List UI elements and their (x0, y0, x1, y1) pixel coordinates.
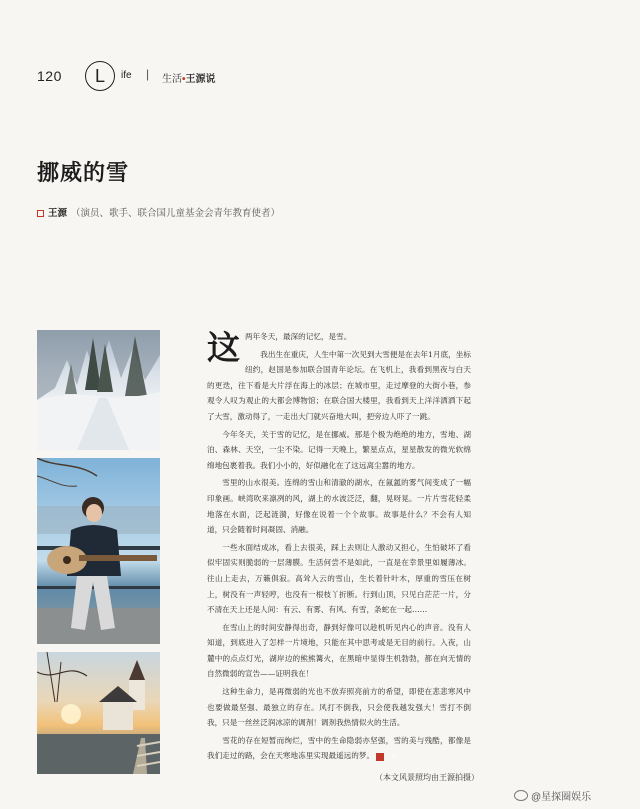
breadcrumb-dot: • (182, 74, 186, 85)
article-paragraph: 一些水面结成冰，看上去很美，踩上去则让人激动又担心，生怕破坏了看似牢固实则脆弱的一层薄膜。生活何尝不是如此，一直是在幸景里如履薄冰。往山上走去，万籁俱寂。高耸入云的雪山，生长着针叶木，厚重的雪压在树上，树没有一声轻哼，也没有一根枝丫折断。行到山顶，只见白茫茫一片，分不清在天上还是人间：有云、有雾、有风、有雪，条蛇在一起…… (207, 542, 471, 615)
article-paragraph: 今年冬天，关于雪的记忆，是在挪威。那是个极为绝绝的地方，雪地、湖泊、森林、天空，一尘不染。记得一天晚上，繁星点点，星星散发的微光软绵绵地包裹着我。我们小小的，好似融化在了这远离尘嚣的地方。 (207, 429, 471, 470)
end-mark-icon: G (376, 753, 384, 761)
guitar-player-photo (37, 458, 160, 644)
drop-cap: 这 (207, 328, 240, 367)
article-title: 挪威的雪 (37, 160, 130, 186)
article-paragraph (207, 733, 471, 764)
guitar-player-illustration (37, 458, 160, 644)
page-number: 120 (37, 68, 62, 84)
paragraph-text: 两年冬天，最深的记忆，是雪。 (245, 332, 352, 341)
byline-square-icon (37, 210, 44, 217)
church-sunset-illustration (37, 652, 160, 774)
article-paragraph: 在雪山上的时间安静得出奇，静到好像可以趁机听见内心的声音。没有人知道，到底进入了怎样一片境地，只能在其中思考或是无目的前行。入夜，山麓中的点点灯光，湖岸边的熊熊篝火，在黑暗中显得生机勃勃，都在向无情的自然微弱的宣告——证明我在！ (207, 622, 471, 679)
paragraph-text: 雪花的存在短暂而绚烂，雪中的生命隐弱亦坚强，雪的美与残酷，都像是我们走过的路，会在天寒地冻里实现最遥远的梦。 (207, 735, 471, 761)
author-description: （演员、歌手、联合国儿童基金会青年教育使者） (71, 208, 281, 219)
life-logo-icon (85, 61, 115, 91)
article-paragraph (207, 328, 471, 367)
section-breadcrumb (162, 70, 216, 85)
section-label: 生活 (162, 74, 182, 85)
article-paragraph: 我出生在重庆，人生中第一次见到大雪便是在去年1月底，坐标纽约，赵国是参加联合国青年论坛。在飞机上，我看到黑夜与白天的更迭，往下看是大片浮在海上的冰层；在城市里，走过摩登的大街小巷，参观令人叹为观止的大都会博物馆；在联合国大楼里，我看到天上洋洋洒洒下起了大雪，激动得了，一走出大门就兴奋地大叫，把旁边人吓了一跳。 (207, 349, 471, 421)
byline (37, 205, 280, 219)
author-name: 王源 (48, 208, 68, 219)
photo-credit: （本文风景照均由王源拍摄） (375, 773, 479, 782)
column-label: 王源说 (185, 74, 216, 85)
page-header (37, 62, 617, 92)
church-sunset-photo (37, 652, 160, 774)
watermark-text: @星探圈娱乐 (531, 792, 592, 803)
logo-letter: L (94, 66, 105, 86)
snowy-forest-illustration (37, 330, 160, 450)
logo-rest: ife (121, 70, 132, 81)
watermark (514, 788, 591, 803)
header-separator: | (146, 67, 150, 81)
article-body (207, 329, 471, 766)
snowy-forest-photo (37, 330, 160, 450)
weibo-logo-icon (514, 790, 528, 801)
article-paragraph: 雪里的山水很美。连绵的雪山和清澈的湖水，在氤氲的雾气间变成了一幅印象画。峡湾吹来凛冽的风，湖上的水波泛泛，翻，晃呀晃。一片片雪花轻柔地落在水面，泛起涟漪，好像在说着一个个故事。故事是什么？不会有人知道，只会随着时间凝固、消融。 (207, 478, 471, 535)
article-paragraph: 这种生命力，是再微弱的光也不放弃照亮前方的希望，即使在悲悲寒风中也要做最坚强、最独立的存在。风打不倒我，只会使我越发强大！雪打不倒我，只是一丝丝泛润冰凉的调剂！调剂我热情似火的生活。 (207, 687, 471, 728)
